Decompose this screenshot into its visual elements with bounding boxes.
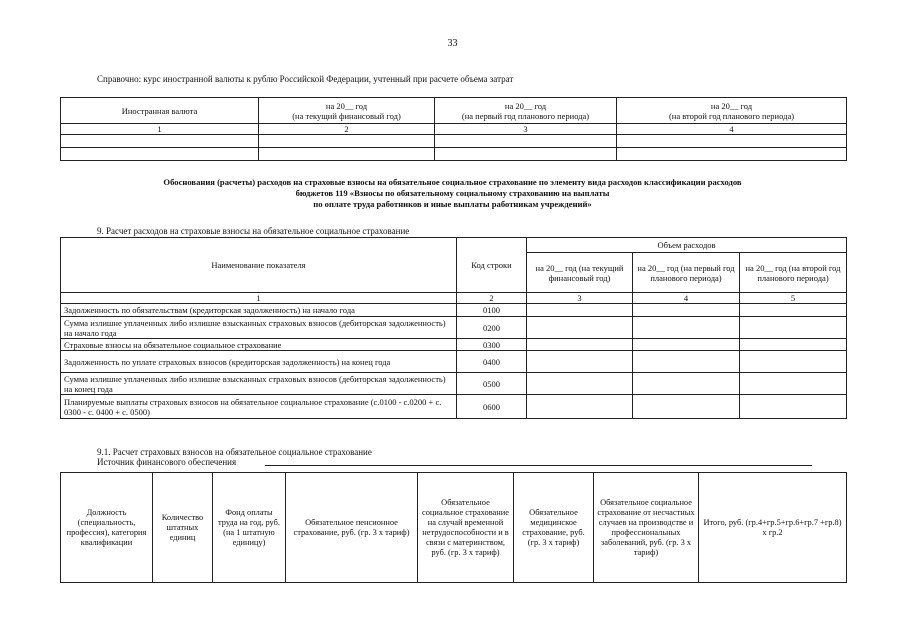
empty-cell [617,135,847,148]
header-accident-insurance: Обязательное социальное страхование от несчастных случаев на производстве и профессиональных заболеваний, руб. (гр. 3 х тариф) [594,473,699,583]
table-row [61,395,847,419]
value-cell [740,304,847,317]
header-pension-insurance: Обязательное пенсионное страхование, руб. (гр. 3 х тариф) [286,473,418,583]
header-currency: Иностранная валюта [61,98,259,124]
row-code: 0200 [457,317,527,339]
row-code: 0500 [457,373,527,395]
value-cell [527,317,633,339]
col-number: 4 [633,293,740,304]
header-medical-insurance: Обязательное медицинское страхование, руб. (гр. 3 х тариф) [514,473,594,583]
row-name: Сумма излишне уплаченных либо излишне взысканных страховых взносов (дебиторская задолженность) на конец года [61,373,457,395]
empty-cell [259,135,435,148]
empty-cell [435,135,617,148]
table-row [61,317,847,339]
header-second-plan-year: на 20__ год (на второй год планового периода) [617,98,847,124]
col-number: 3 [435,124,617,135]
value-cell [740,339,847,351]
header-staff-units: Количество штатных единиц [153,473,213,583]
funding-source-input-line[interactable] [265,465,812,466]
header-current-year: на 20__ год (на текущий финансовый год) [259,98,435,124]
empty-cell [617,148,847,161]
col-number: 2 [457,293,527,304]
table-row [61,351,847,373]
row-code: 0600 [457,395,527,419]
value-cell [740,373,847,395]
header-line-code: Код строки [457,238,527,293]
funding-source-label: Источник финансового обеспечения [97,457,237,467]
value-cell [527,339,633,351]
header-first-plan-year: на 20__ год (на первый год планового периода) [435,98,617,124]
row-code: 0400 [457,351,527,373]
table-row [61,148,847,161]
header-payroll-fund: Фонд оплаты труда на год, руб. (на 1 штатную единицу) [213,473,286,583]
value-cell [527,351,633,373]
table-row [61,304,847,317]
value-cell [633,351,740,373]
empty-cell [61,135,259,148]
header-second-plan-year: на 20__ год (на второй год планового периода) [740,253,847,293]
insurance-contributions-table [60,472,847,583]
row-name: Задолженность по обязательствам (кредиторская задолженность) на начало года [61,304,457,317]
value-cell [527,395,633,419]
row-name: Страховые взносы на обязательное социальное страхование [61,339,457,351]
currency-table [60,97,847,161]
value-cell [740,317,847,339]
col-number: 1 [61,124,259,135]
table-row [61,373,847,395]
header-expense-volume: Объем расходов [527,238,847,253]
col-number: 2 [259,124,435,135]
row-name: Сумма излишне уплаченных либо излишне взысканных страховых взносов (дебиторская задолженность) на начало года [61,317,457,339]
value-cell [633,304,740,317]
value-cell [527,373,633,395]
col-number: 5 [740,293,847,304]
value-cell [527,304,633,317]
value-cell [633,339,740,351]
header-total: Итого, руб. (гр.4+гр.5+гр.6+гр.7 +гр.8) х гр.2 [699,473,847,583]
col-number: 4 [617,124,847,135]
row-name: Задолженность по уплате страховых взносов (кредиторская задолженность) на конец года [61,351,457,373]
value-cell [740,351,847,373]
currency-note: Справочно: курс иностранной валюты к рублю Российской Федерации, учтенный при расчете объема затрат [97,74,514,84]
table-row [61,339,847,351]
header-current-year: на 20__ год (на текущий финансовый год) [527,253,633,293]
header-position: Должность (специальность, профессия), категория квалификации [61,473,153,583]
header-social-insurance: Обязательное социальное страхование на случай временной нетрудоспособности и в связи с материнством, руб. (гр. 3 х тариф) [418,473,514,583]
document-title: Обоснования (расчеты) расходов на страховые взносы на обязательное социальное страхование по элементу вида расходов классификации расходов бюджетов 119 «Взносы по обязательному социальному страхованию на выплаты по оплате труда работников и иные выплаты работникам учреждений» [163,177,742,209]
row-code: 0300 [457,339,527,351]
insurance-expenses-table [60,237,847,419]
page-number: 33 [447,38,458,49]
section-9-1-heading: 9.1. Расчет страховых взносов на обязательное социальное страхование [97,447,372,457]
row-name: Планируемые выплаты страховых взносов на обязательное социальное страхование (с.0100 - с.0200 + с. 0300 - с. 0400 + с. 0500) [61,395,457,419]
col-number: 1 [61,293,457,304]
value-cell [740,395,847,419]
col-number: 3 [527,293,633,304]
empty-cell [259,148,435,161]
header-first-plan-year: на 20__ год (на первый год планового периода) [633,253,740,293]
row-code: 0100 [457,304,527,317]
header-indicator-name: Наименование показателя [61,238,457,293]
table-row [61,135,847,148]
empty-cell [61,148,259,161]
value-cell [633,317,740,339]
value-cell [633,395,740,419]
section-9-heading: 9. Расчет расходов на страховые взносы на обязательное социальное страхование [97,226,410,236]
empty-cell [435,148,617,161]
value-cell [633,373,740,395]
